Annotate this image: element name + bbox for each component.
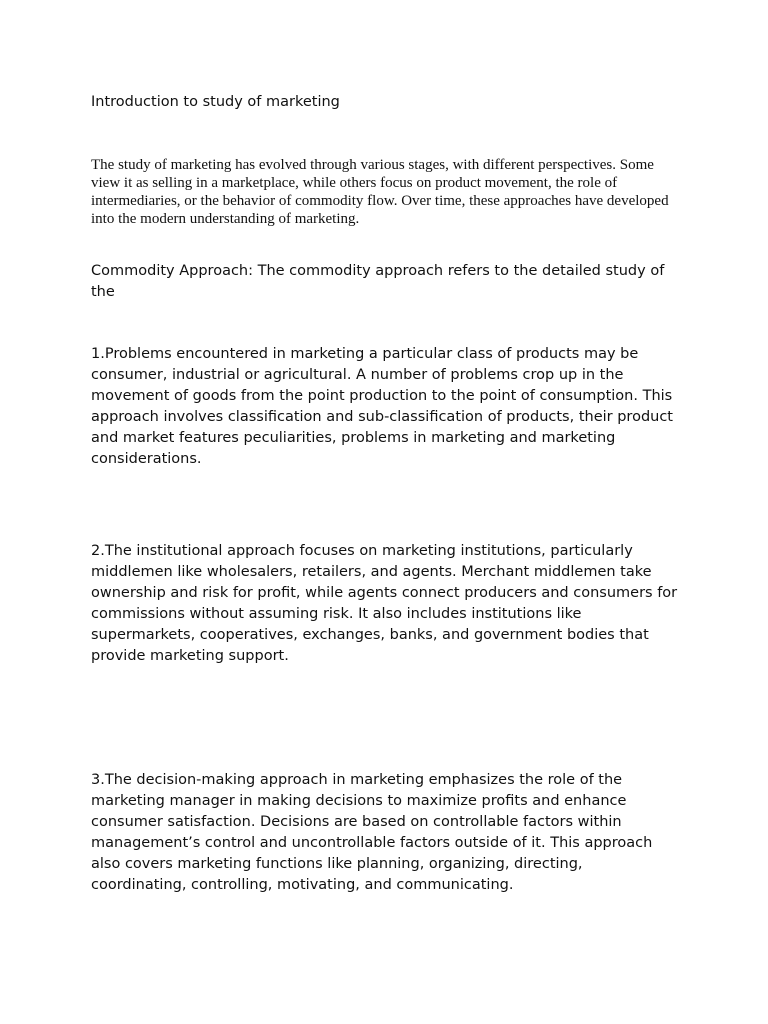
commodity-approach-heading: Commodity Approach: The commodity approach refers to the detailed study of the — [91, 263, 665, 300]
paragraph-decision-making-approach: 3.The decision-making approach in marketing emphasizes the role of the marketing manager in making decisions to maximize profits and enhance consumer satisfaction. Decisions are based on controllable factors within management’s control and uncontrollable factors outside of it. This approach also covers marketing functions like planning, organizing, directing, coordinating, controlling, motivating, and communicating. — [91, 772, 653, 893]
paragraph-commodity-problems: 1.Problems encountered in marketing a particular class of products may be consumer, industrial or agricultural. A number of problems crop up in the movement of goods from the point production to the point of consumption. This approach involves classification and sub-classification of products, their product and market features peculiarities, problems in marketing and marketing considerations. — [91, 346, 673, 467]
paragraph-institutional-approach: 2.The institutional approach focuses on marketing institutions, particularly middlemen like wholesalers, retailers, and agents. Merchant middlemen take ownership and risk for profit, while agents connect producers and consumers for commissions without assuming risk. It also includes institutions like supermarkets, cooperatives, exchanges, banks, and government bodies that provide marketing support. — [91, 543, 678, 664]
document-title: Introduction to study of marketing — [91, 94, 340, 110]
intro-paragraph: The study of marketing has evolved through various stages, with different perspectives. Some view it as selling in a marketplace, while others focus on product movement, the role of intermediaries, or the behavior of commodity flow. Over time, these approaches have developed into the modern understanding of marketing. — [91, 157, 669, 227]
